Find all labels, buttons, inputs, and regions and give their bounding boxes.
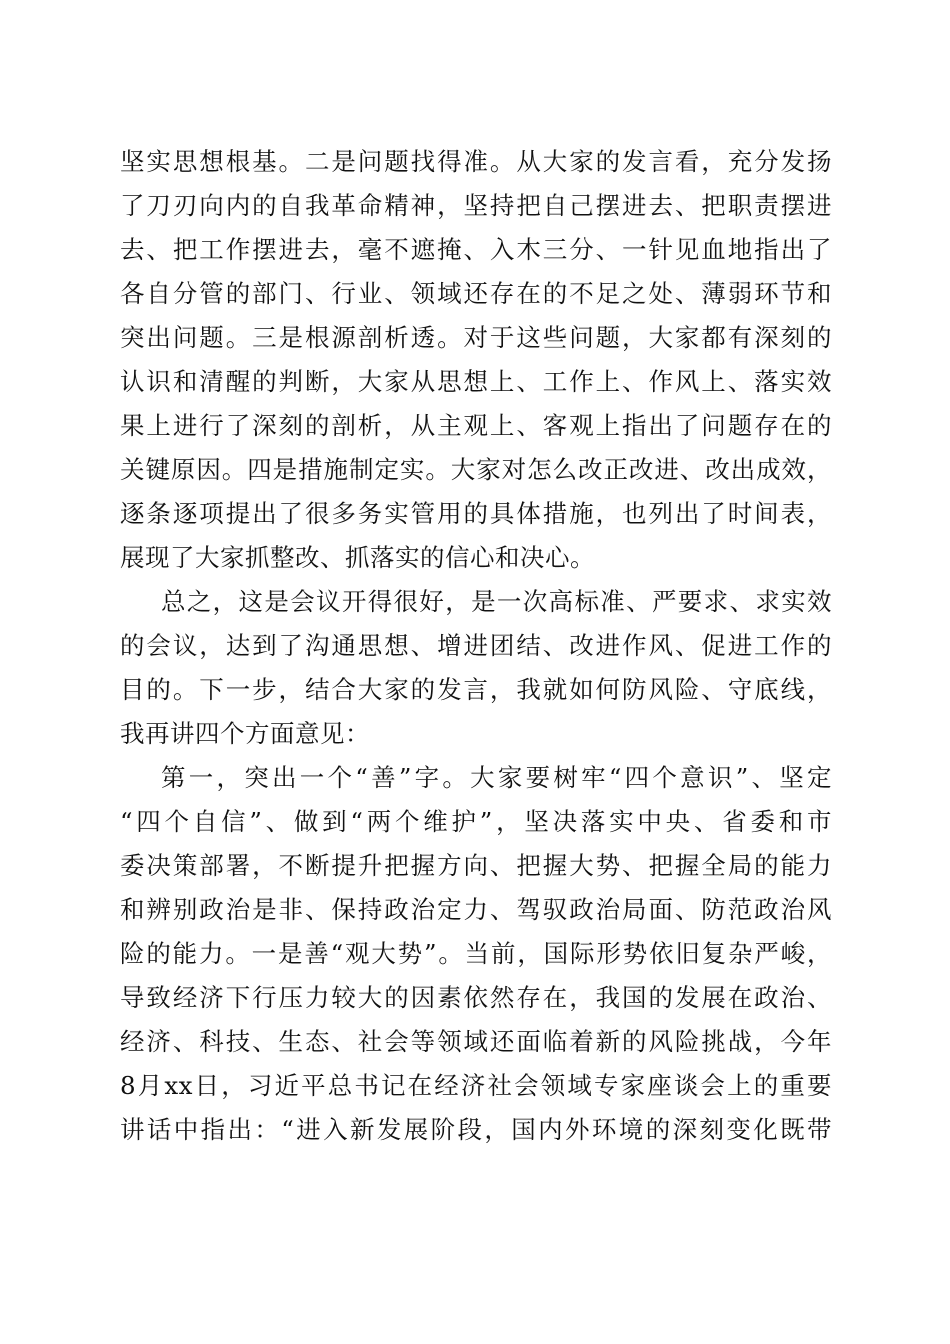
paragraph-start-line: 总之，这是会议开得很好，是一次高标准、严要求、求实效: [161, 587, 832, 616]
text-line: 经济、科技、生态、社会等领域还面临着新的风险挑战，今年: [120, 1027, 832, 1056]
paragraph-start-line: 第一，突出一个“善”字。大家要树牢“四个意识”、坚定: [161, 763, 832, 792]
text-line: 各自分管的部门、行业、领域还存在的不足之处、薄弱环节和: [120, 279, 832, 308]
text-line: “四个自信”、做到“两个维护”，坚决落实中央、省委和市: [120, 807, 832, 836]
text-line: 逐条逐项提出了很多务实管用的具体措施，也列出了时间表，: [120, 499, 832, 528]
text-line: 导致经济下行压力较大的因素依然存在，我国的发展在政治、: [120, 983, 832, 1012]
text-line: 展现了大家抓整改、抓落实的信心和决心。: [120, 543, 595, 572]
text-line: 讲话中指出：“进入新发展阶段，国内外环境的深刻变化既带: [120, 1115, 832, 1144]
text-line: 8月xx日，习近平总书记在经济社会领域专家座谈会上的重要: [120, 1071, 832, 1100]
text-line: 认识和清醒的判断，大家从思想上、工作上、作风上、落实效: [120, 367, 832, 396]
text-line: 关键原因。四是措施制定实。大家对怎么改正改进、改出成效，: [120, 455, 832, 484]
text-line: 我再讲四个方面意见：: [120, 719, 370, 748]
text-line: 坚实思想根基。二是问题找得准。从大家的发言看，充分发扬: [120, 147, 832, 176]
text-line: 目的。下一步，结合大家的发言，我就如何防风险、守底线，: [120, 675, 832, 704]
text-line: 和辨别政治是非、保持政治定力、驾驭政治局面、防范政治风: [120, 895, 832, 924]
text-line: 突出问题。三是根源剖析透。对于这些问题，大家都有深刻的: [120, 323, 832, 352]
text-line: 委决策部署，不断提升把握方向、把握大势、把握全局的能力: [120, 851, 832, 880]
text-line: 去、把工作摆进去，毫不遮掩、入木三分、一针见血地指出了: [120, 235, 832, 264]
text-line: 果上进行了深刻的剖析，从主观上、客观上指出了问题存在的: [120, 411, 832, 440]
text-line: 的会议，达到了沟通思想、增进团结、改进作风、促进工作的: [120, 631, 832, 660]
text-line: 险的能力。一是善“观大势”。当前，国际形势依旧复杂严峻，: [120, 939, 832, 968]
text-line: 了刀刃向内的自我革命精神，坚持把自己摆进去、把职责摆进: [120, 191, 832, 220]
